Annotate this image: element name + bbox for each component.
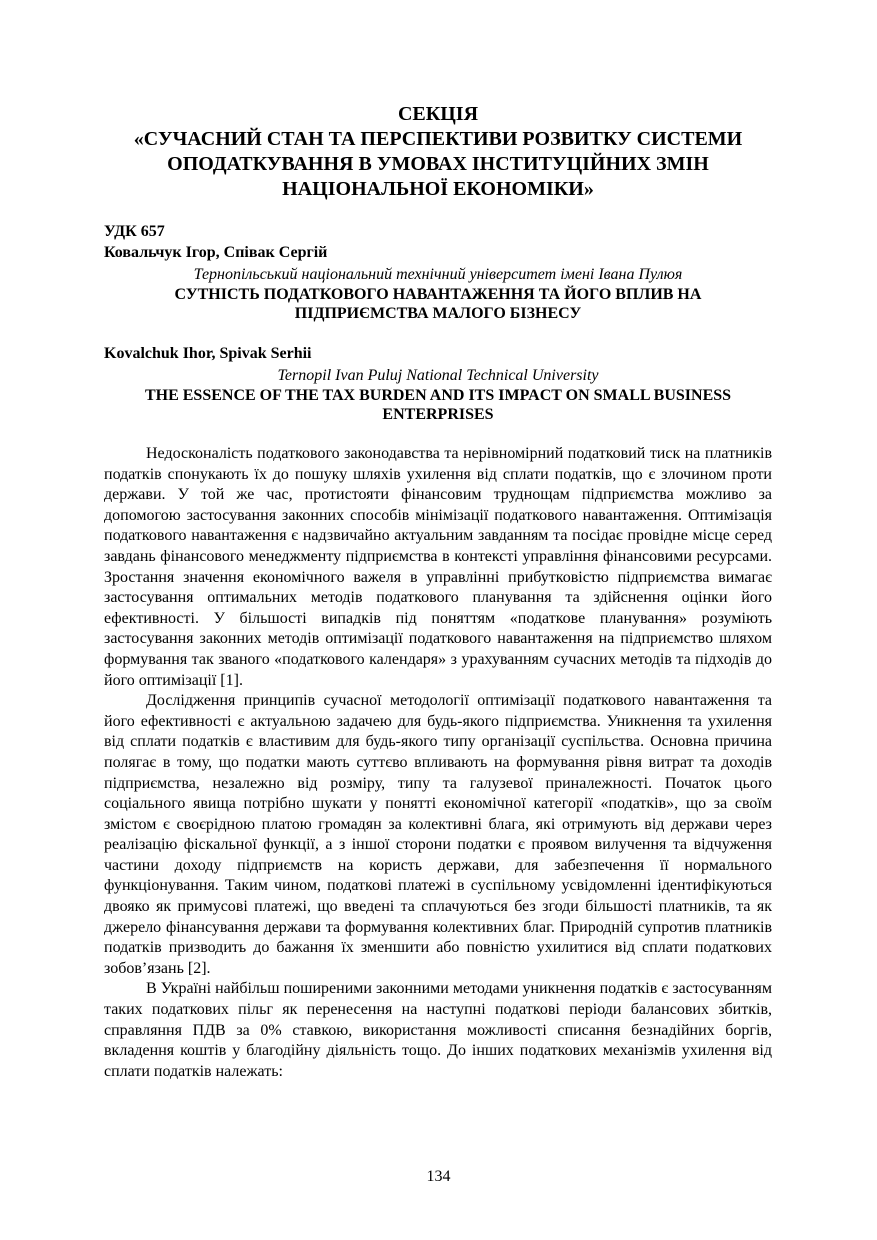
body-paragraph-1: Недосконалість податкового законодавства та нерівномірний податковий тиск на платників податків спонукають їх до пошуку шляхів ухилення від сплати податків, що є злочином проти держави. У той же час, протистояти фінансовим труднощам підприємства можливо за допомогою застосування законних способів мінімізації податкового навантаження. Оптимізація податкового навантаження є надзвичайно актуальним завданням та посідає провідне місце серед завдань фінансового менеджменту підприємства в контексті управління фінансовими ресурсами. Зростання значення економічного важеля в управлінні прибутковістю підприємства вимагає застосування оптимальних методів податкового планування та здійснення оцінки його ефективності. У більшості випадків під поняттям «податкове планування» розуміють застосування законних методів оптимізації податкового навантаження на підприємство шляхом формування так званого «податкового календаря» з урахуванням сучасних методів та підходів до його оптимізації [1]. [104,445,772,689]
ua-title-line-1: СУТНІСТЬ ПОДАТКОВОГО НАВАНТАЖЕННЯ ТА ЙОГО ВПЛИВ НА [174,286,702,303]
section-heading-line-1: СЕКЦІЯ [397,103,479,125]
en-title-line-2: ENTERPRISES [382,406,494,423]
section-heading-line-4: НАЦІОНАЛЬНОЇ ЕКОНОМІКИ» [282,178,594,200]
body-paragraph-3: В Україні найбільш поширеними законними методами уникнення податків є застосуванням таких податкових пільг як перенесення на наступні податкові періоди балансових збитків, справляння ПДВ за 0% ставкою, використання можливості списання безнадійних боргів, вкладення коштів у благодійну діяльність тощо. До інших податкових механізмів ухилення від сплати податків належать: [104,980,772,1080]
ua-affiliation: Тернопільський національний технічний університет імені Івана Пулюя [193,266,683,283]
section-heading [104,102,772,202]
udk-code: УДК 657 [104,223,165,240]
article-body [104,444,772,1082]
en-authors: Kovalchuk Ihor, Spivak Serhii [104,345,312,362]
english-header [104,343,772,424]
en-affiliation: Ternopil Ivan Puluj National Technical University [277,367,599,384]
section-heading-line-2: «СУЧАСНИЙ СТАН ТА ПЕРСПЕКТИВИ РОЗВИТКУ СИСТЕМИ [133,128,743,150]
body-paragraph-2: Дослідження принципів сучасної методології оптимізації податкового навантаження та його ефективності є актуальною задачею для будь-якого підприємства. Уникнення та ухилення від сплати податків є властивим для будь-якого типу організації суспільства. Основна причина полягає в тому, що податки мають суттєво впливають на формування рівня витрат та доходів підприємства, незалежно від розміру, типу та галузевої приналежності. Початок цього соціального явища потрібно шукати у понятті економічної категорії «податків», що за своїм змістом є своєрідною платою громадян за колективні блага, які отримують від держави через реалізацію фіскальної функції, а з іншої сторони податки є проявом вилучення та відчуження частини доходу підприємств на користь держави, для забезпечення її нормального функціонування. Таким чином, податкові платежі в суспільному усвідомленні ідентифікуються двояко як примусові платежі, що введені та сплачуються без згоди більшості платників, та як джерело фінансування держави та формування колективних благ. Природній супротив платників податків призводить до бажання їх зменшити або повністю ухилитися від сплати податкових зобов’язань [2]. [104,692,772,977]
en-title-line-1: THE ESSENCE OF THE TAX BURDEN AND ITS IMPACT ON SMALL BUSINESS [144,387,732,404]
page-content [104,102,772,1082]
ukrainian-header [104,242,772,323]
page-number: 134 [426,1168,451,1185]
ua-authors: Ковальчук Ігор, Співак Сергій [104,244,328,261]
ua-title-line-2: ПІДПРИЄМСТВА МАЛОГО БІЗНЕСУ [294,305,582,322]
section-heading-line-3: ОПОДАТКУВАННЯ В УМОВАХ ІНСТИТУЦІЙНИХ ЗМІН [167,153,709,175]
